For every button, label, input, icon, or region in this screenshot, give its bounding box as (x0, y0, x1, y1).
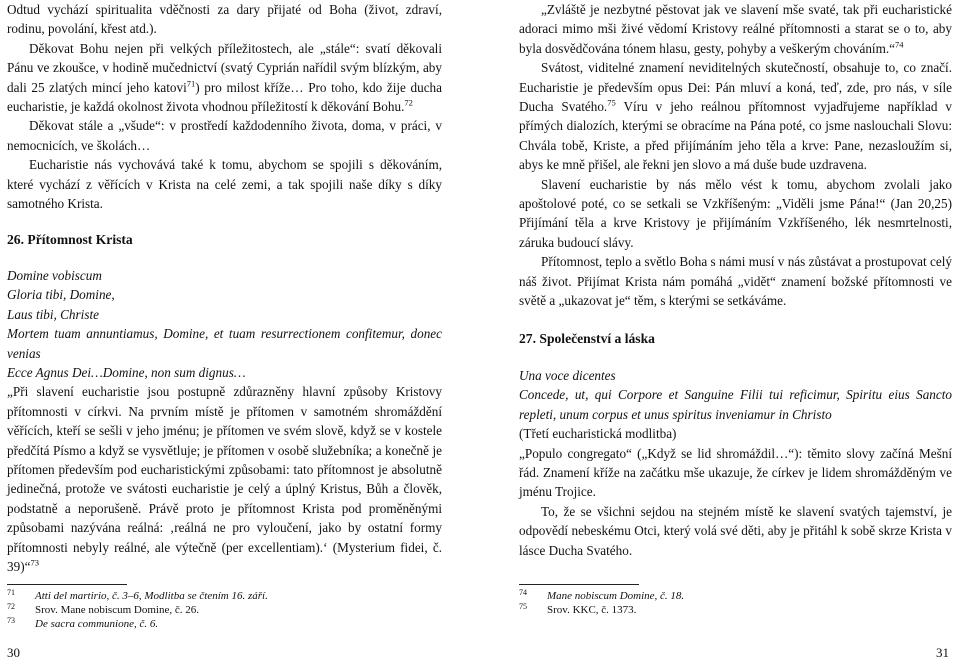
footnote: 75 Srov. KKC, č. 1373. (519, 602, 637, 616)
paragraph: Přítomnost, teplo a světlo Boha s námi musí v nás zůstávat a prostupovat celý náš život. Přijímat Krista nám pomáhá „vidět“ znamení božské přítomnosti ve světě a „ukazovat je“ těm, s kterými se setkáváme. (519, 254, 952, 309)
paragraph: Svátost, viditelné znamení neviditelných skutečností, obsahuje to, co značí. Eucharistie je především opus Dei: Pán mluví a koná, teď, zde, pro nás, v síle Ducha Svatého.$^{75}$ Víru v jeho reálnou přítomnost vyjadřujeme například v přímých dialozích, kterými se obracíme na Pána poté, co jsme naslouchali Slovu: Chvála tobě, Kriste, a před přijímáním jeho těla a krve: Pane, nezasloužím si, abys ke mně přišel, ale řekni jen slovo a má duše bude uzdravena. (519, 60, 953, 173)
paragraph: „Zvláště je nezbytné pěstovat jak ve slavení mše svaté, tak při eucharistické adoraci mimo mši živé vědomí Kristovy reálné přítomnosti a starat se o to, aby byla dosvědčována tónem hlasu, gesty, pohyby a veškerým chováním.“$^{74}$ (519, 2, 952, 56)
left-footnotes (7, 584, 437, 631)
footnote: 74 Mane nobiscum Domine, č. 18. (519, 588, 685, 602)
latin-line: Concede, ut, qui Corpore et Sanguine Filii tui reficimur, Spiritu eius Sancto repleti, unum corpus et unus spiritus inveniamur in Christo (519, 387, 952, 422)
paragraph: „Populo congregato“ („Když se lid shromáždil…“): těmito slovy začíná Mešní řád. Znamení kříže na začátku mše ukazuje, že církev je lidem shromážděným ve jménu Trojice. (519, 445, 952, 500)
paragraph: Eucharistie nás vychovává také k tomu, abychom se spojili s děkováním, které vychází z věřících v Krista na celé zemi, a tak spojili naše díky s díky samotného Krista. (7, 157, 442, 212)
latin-line: Laus tibi, Christe (7, 306, 99, 322)
footnote-ref[interactable]: 74 (895, 39, 904, 50)
footnote: 71 Atti del martirio, č. 3–6, Modlitba se čtením 16. září. (7, 588, 268, 602)
latin-line: Mortem tuam annuntiamus, Domine, et tuam resurrectionem confitemur, donec venias (7, 326, 442, 361)
right-footnotes (519, 584, 949, 617)
footnote-ref[interactable]: 72 (404, 97, 413, 108)
footnote-divider (7, 584, 127, 585)
paragraph: Děkovat Bohu nejen při velkých příležitostech, ale „stále“: svatí děkovali Pánu ve zkoušce, v hodině mučednictví (svatý Cyprián nařídil svým blízkým, aby dali 25 zlatých mincí jeho katovi$^{71}$) pro milost kříže… Pro toho, kdo žije ducha eucharistie, je každá okolnost života vhodnou příležitostí k děkování Bohu.$^{72}$ (7, 40, 442, 115)
paragraph: Děkovat stále a „všude“: v prostředí každodenního života, doma, v práci, v nemocnicích, ve školách… (7, 118, 442, 153)
paragraph: Odtud vychází spiritualita vděčnosti za dary přijaté od Boha (život, zdraví, rodinu, povolání, křest atd.). (7, 2, 442, 37)
footnote: 73 De sacra communione, č. 6. (7, 616, 159, 630)
right-page (519, 0, 952, 560)
section-heading: 27. Společenství a láska (519, 330, 655, 346)
footnote-ref[interactable]: 71 (186, 78, 196, 89)
page-number: 31 (936, 645, 949, 660)
paragraph: Slavení eucharistie by nás mělo vést k tomu, abychom zvolali jako apoštolové poté, co se setkali se Vzkříšeným: „Viděli jsme Pána!“ (Jan 20,25) Přijímání těla a krve Kristovy je přijímáním Vzkříšeného, lék nesmrtelnosti, záruka budoucí slávy. (519, 176, 952, 250)
footnote-ref[interactable]: 73 (30, 557, 39, 568)
left-page (7, 0, 442, 576)
latin-line: Gloria tibi, Domine, (7, 287, 115, 303)
latin-line: Domine vobiscum (7, 267, 102, 283)
section-heading: 26. Přítomnost Krista (7, 232, 133, 248)
latin-line: Una voce dicentes (519, 367, 616, 383)
paragraph: To, že se všichni sejdou na stejném místě ke slavení svatých tajemství, je odpovědí nebeskému Otci, který volá své děti, aby je přitáhl k sobě skrze Krista v lásce Ducha Svatého. (519, 503, 952, 558)
footnote: 72 Srov. Mane nobiscum Domine, č. 26. (7, 602, 199, 616)
footnote-ref[interactable]: 75 (607, 97, 616, 108)
paragraph: „Při slavení eucharistie jsou postupně zdůrazněny hlavní způsoby Kristovy přítomnosti v církvi. Na prvním místě je přítomen v samotném shromáždění věřících, kteří se sešli v jeho jménu; je přítomen ve svém slově, když se v kostele předčítá Písmo a když se vysvětluje; je přítomen v osobě služebníka; a konečně je přítomen především pod eucharistickými způsobami: tato přítomnost je absolutně jedinečná, protože ve svátosti eucharistie je celý a úplný Kristus, Bůh a člověk, podstatně a neporušeně. Právě proto je přítomnost Krista pod proměněnými způsobami nazývána reálná: ‚reálná ne pro vyloučení, jako by ostatní formy přítomnosti nebyly reálné, ale výtečně (per excellentiam).‘ (Mysterium fidei, č. 39)“$^{73}$ (7, 384, 442, 574)
footnote-divider (519, 584, 639, 585)
page-number: 30 (7, 645, 20, 660)
latin-note: (Třetí eucharistická modlitba) (519, 426, 677, 442)
latin-line: Ecce Agnus Dei…Domine, non sum dignus… (7, 364, 246, 380)
